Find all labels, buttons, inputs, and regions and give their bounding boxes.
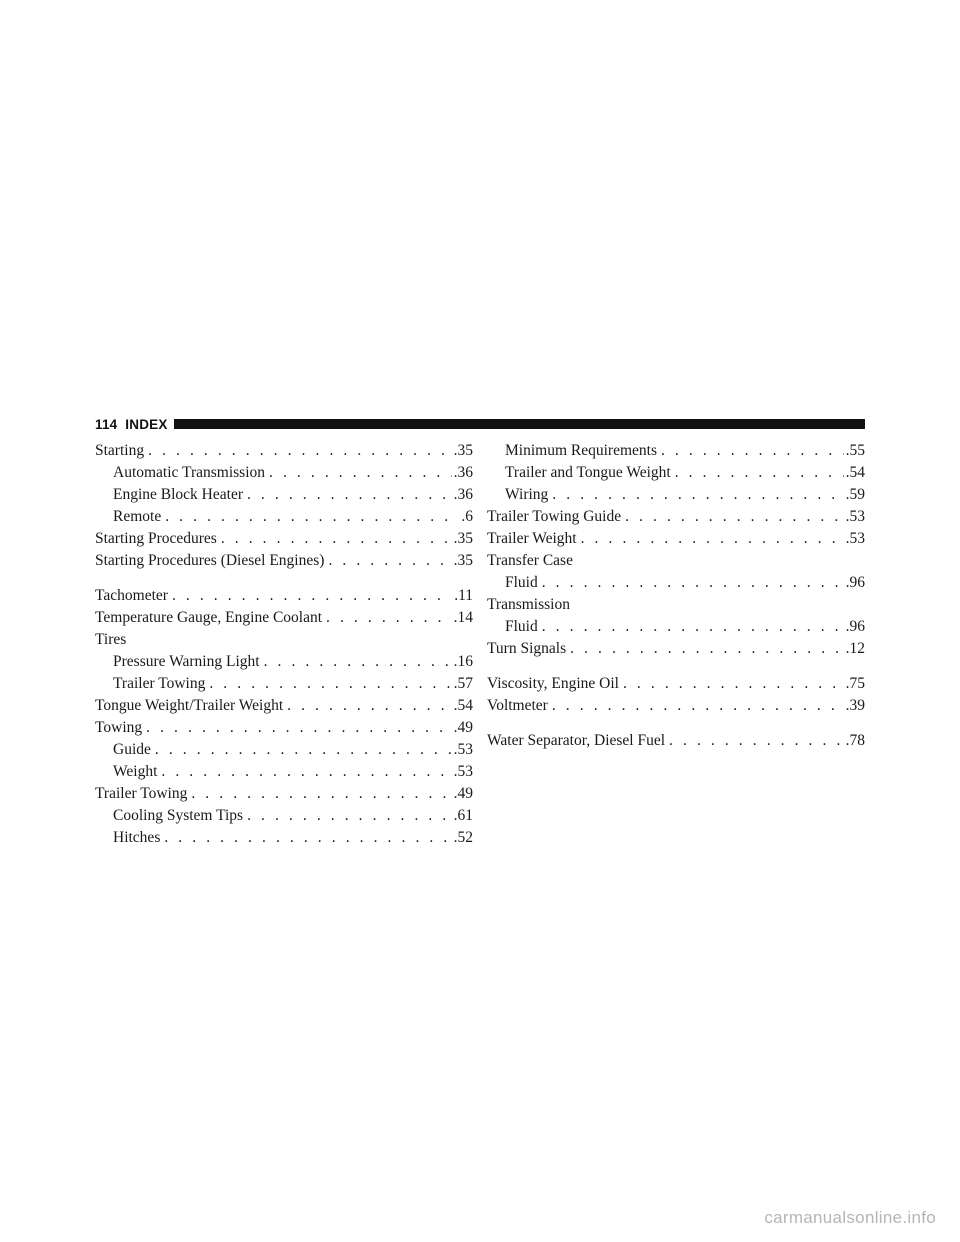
entry-page-number: .54 — [845, 464, 865, 481]
index-entry — [95, 607, 473, 629]
entry-page-number: .14 — [453, 609, 473, 626]
header-rule — [174, 419, 865, 429]
index-subentry — [95, 462, 473, 484]
entry-term: Automatic Transmission — [113, 464, 266, 481]
entry-term: Fluid — [505, 574, 538, 591]
index-subentry — [487, 572, 865, 594]
dot-leader — [570, 638, 844, 660]
entry-page-number: .49 — [453, 719, 473, 736]
dot-leader — [669, 730, 844, 752]
index-entry — [487, 730, 865, 752]
index-subentry — [95, 761, 473, 783]
entry-term: Temperature Gauge, Engine Coolant — [95, 609, 323, 626]
entry-term: Trailer Towing — [95, 785, 188, 802]
dot-leader — [328, 550, 451, 572]
dot-leader — [625, 506, 844, 528]
index-subentry — [487, 616, 865, 638]
index-column-left — [95, 440, 473, 849]
entry-page-number: .35 — [453, 442, 473, 459]
entry-term: Starting — [95, 442, 145, 459]
entry-term: Trailer Towing Guide — [487, 508, 622, 525]
entry-term: Turn Signals — [487, 640, 567, 657]
entry-page-number: .12 — [845, 640, 865, 657]
entry-term: Trailer Towing — [113, 675, 206, 692]
dot-leader — [172, 585, 452, 607]
index-subentry — [487, 462, 865, 484]
dot-leader — [542, 616, 844, 638]
entry-term: Starting Procedures (Diesel Engines) — [95, 552, 325, 569]
dot-leader — [221, 528, 452, 550]
entry-page-number: .59 — [845, 486, 865, 503]
entry-page-number: .36 — [453, 464, 473, 481]
entry-page-number: .16 — [453, 653, 473, 670]
dot-leader — [247, 805, 452, 827]
dot-leader — [148, 440, 452, 462]
dot-leader — [191, 783, 451, 805]
index-subentry — [95, 805, 473, 827]
dot-leader — [661, 440, 844, 462]
index-subentry — [95, 506, 473, 528]
entry-page-number: .6 — [461, 508, 473, 525]
index-heading: Tires — [95, 631, 127, 648]
index-subentry — [95, 827, 473, 849]
entry-term: Fluid — [505, 618, 538, 635]
entry-term: Tachometer — [95, 587, 168, 604]
entry-term: Hitches — [113, 829, 161, 846]
entry-term: Cooling System Tips — [113, 807, 244, 824]
index-subentry — [487, 484, 865, 506]
page-number-and-section: 114 INDEX — [95, 416, 168, 432]
index-entry — [95, 550, 473, 572]
index-subentry — [487, 440, 865, 462]
index-subentry — [95, 673, 473, 695]
dot-leader — [287, 695, 451, 717]
entry-term: Water Separator, Diesel Fuel — [487, 732, 666, 749]
index-entry — [95, 695, 473, 717]
entry-page-number: .49 — [453, 785, 473, 802]
entry-page-number: .53 — [845, 530, 865, 547]
dot-leader — [581, 528, 844, 550]
entry-page-number: .96 — [845, 574, 865, 591]
dot-leader — [264, 651, 452, 673]
entry-page-number: .52 — [453, 829, 473, 846]
dot-leader — [155, 739, 452, 761]
index-entry — [95, 528, 473, 550]
entry-term: Voltmeter — [487, 697, 548, 714]
index-subentry — [95, 651, 473, 673]
dot-leader — [247, 484, 452, 506]
index-entry — [487, 528, 865, 550]
entry-term: Weight — [113, 763, 158, 780]
index-column-right — [487, 440, 865, 752]
entry-page-number: .96 — [845, 618, 865, 635]
dot-leader — [161, 761, 451, 783]
dot-leader — [675, 462, 844, 484]
entry-page-number: .35 — [453, 552, 473, 569]
entry-page-number: .36 — [453, 486, 473, 503]
dot-leader — [552, 484, 843, 506]
index-subentry — [95, 484, 473, 506]
entry-term: Engine Block Heater — [113, 486, 243, 503]
index-heading: Transfer Case — [487, 552, 573, 569]
page-header — [95, 414, 865, 434]
index-entry — [95, 585, 473, 607]
entry-term: Trailer and Tongue Weight — [505, 464, 671, 481]
index-entry — [95, 440, 473, 462]
entry-page-number: .11 — [454, 587, 473, 604]
entry-page-number: .54 — [453, 697, 473, 714]
dot-leader — [552, 695, 844, 717]
index-heading: Transmission — [487, 596, 570, 613]
entry-term: Remote — [113, 508, 162, 525]
entry-term: Pressure Warning Light — [113, 653, 260, 670]
entry-term: Tongue Weight/Trailer Weight — [95, 697, 284, 714]
dot-leader — [146, 717, 451, 739]
entry-term: Minimum Requirements — [505, 442, 657, 459]
entry-term: Starting Procedures — [95, 530, 217, 547]
dot-leader — [165, 506, 459, 528]
watermark: carmanualsonline.info — [764, 1208, 936, 1227]
dot-leader — [326, 607, 452, 629]
entry-page-number: .53 — [453, 741, 473, 758]
index-entry — [487, 695, 865, 717]
index-entry — [487, 638, 865, 660]
entry-term: Wiring — [505, 486, 549, 503]
entry-term: Towing — [95, 719, 143, 736]
index-subentry — [95, 739, 473, 761]
entry-term: Trailer Weight — [487, 530, 577, 547]
entry-page-number: .53 — [453, 763, 473, 780]
entry-term: Viscosity, Engine Oil — [487, 675, 619, 692]
index-entry — [487, 506, 865, 528]
dot-leader — [542, 572, 844, 594]
dot-leader — [269, 462, 452, 484]
entry-page-number: .61 — [453, 807, 473, 824]
dot-leader — [209, 673, 451, 695]
dot-leader — [164, 827, 451, 849]
entry-page-number: .78 — [845, 732, 865, 749]
entry-page-number: .75 — [845, 675, 865, 692]
entry-page-number: .39 — [845, 697, 865, 714]
dot-leader — [623, 673, 844, 695]
index-entry — [487, 673, 865, 695]
entry-page-number: .55 — [845, 442, 865, 459]
entry-page-number: .53 — [845, 508, 865, 525]
index-entry — [95, 783, 473, 805]
entry-page-number: .35 — [453, 530, 473, 547]
index-entry — [95, 717, 473, 739]
entry-page-number: .57 — [453, 675, 473, 692]
entry-term: Guide — [113, 741, 151, 758]
